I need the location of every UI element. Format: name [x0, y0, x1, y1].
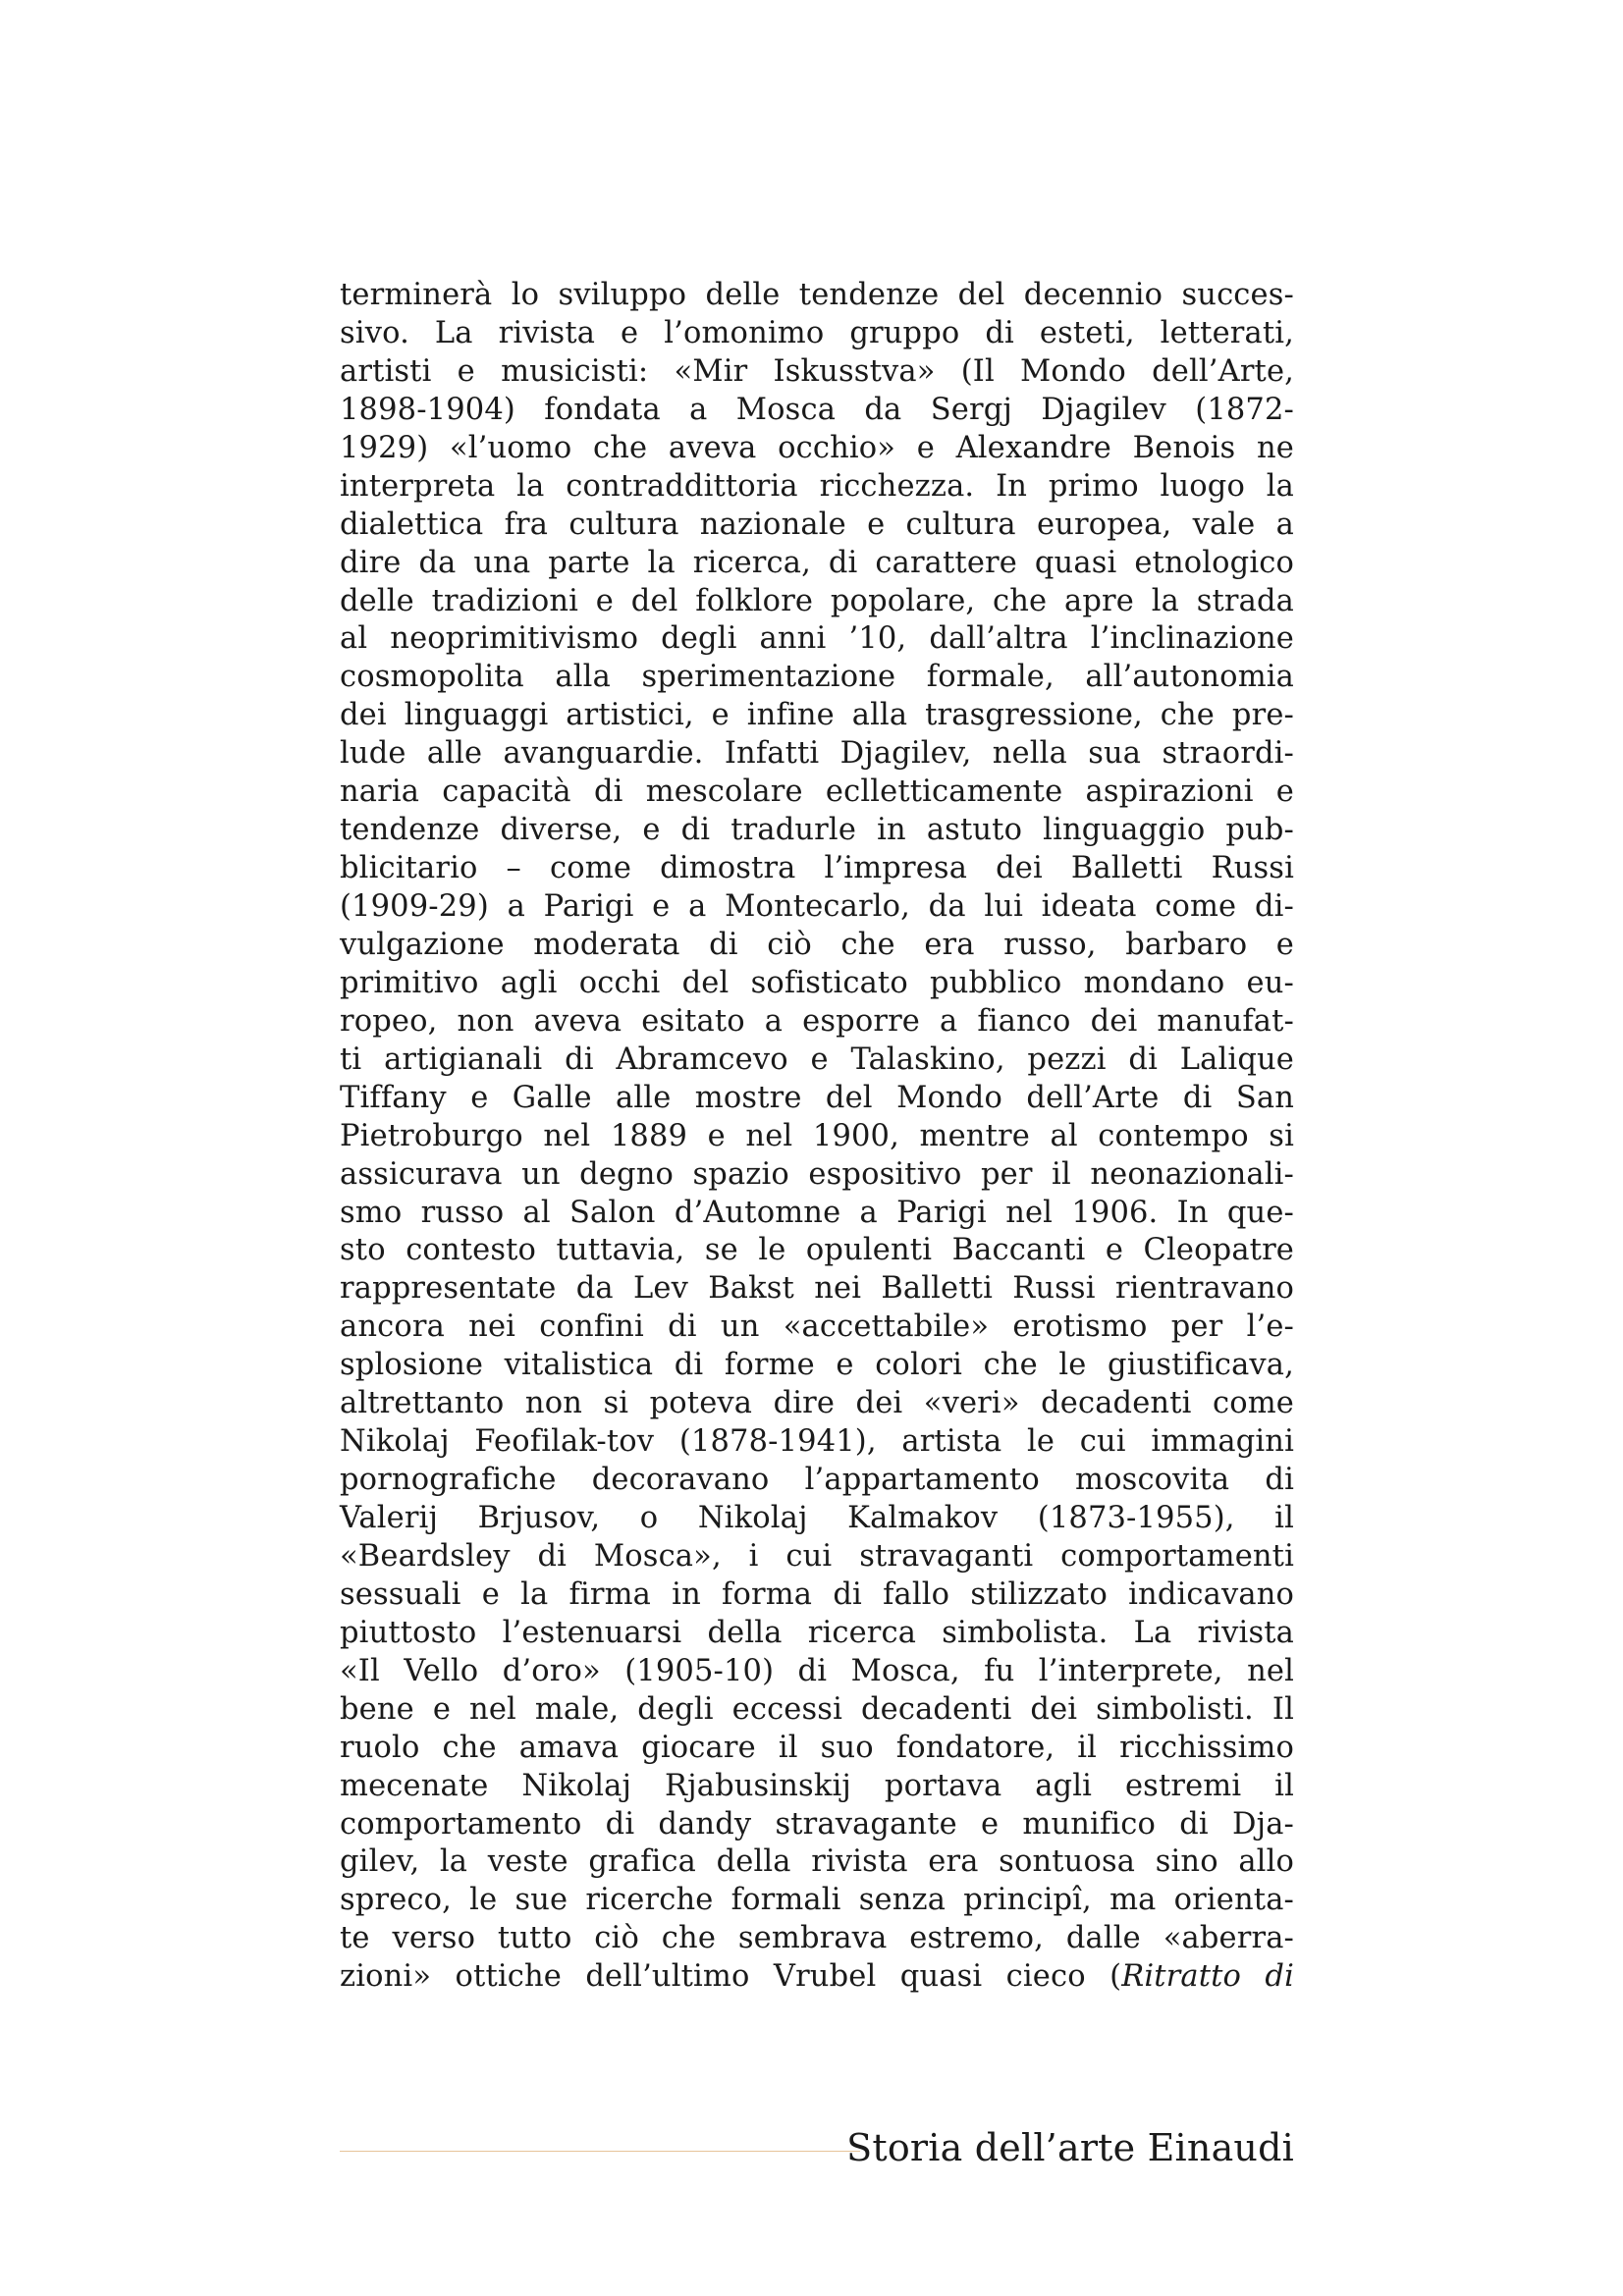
text-line: ruolo che amava giocare il suo fondatore, il ricchissimo	[340, 1730, 1294, 1765]
text-line: sessuali e la firma in forma di fallo stilizzato indicavano	[340, 1576, 1294, 1612]
text-line: smo russo al Salon d’Automne a Parigi nel 1906. In que-	[340, 1195, 1294, 1230]
text-line: delle tradizioni e del folklore popolare, che apre la strada	[340, 583, 1294, 618]
text-line: artisti e musicisti: «Mir Iskusstva» (Il Mondo dell’Arte,	[340, 353, 1294, 389]
text-line: altrettanto non si poteva dire dei «veri» decadenti come	[340, 1386, 1294, 1421]
text-line: 1929) «l’uomo che aveva occhio» e Alexandre Benois ne	[340, 430, 1294, 465]
text-line: ancora nei confini di un «accettabile» erotismo per l’e-	[340, 1309, 1294, 1345]
text-line: Valerij Brjusov, o Nikolaj Kalmakov (1873-1955), il	[340, 1501, 1294, 1535]
text-line: Pietroburgo nel 1889 e nel 1900, mentre al contempo si	[340, 1118, 1294, 1153]
text-line: (1909-29) a Parigi e a Montecarlo, da lui ideata come di-	[340, 889, 1294, 924]
text-line: Tiffany e Galle alle mostre del Mondo dell’Arte di San	[340, 1080, 1294, 1115]
text-line: dialettica fra cultura nazionale e cultura europea, vale a	[340, 507, 1294, 542]
footer-rule	[340, 2151, 860, 2152]
text-line: spreco, le sue ricerche formali senza principî, ma orienta-	[340, 1883, 1294, 1918]
text-line: interpreta la contraddittoria ricchezza. In primo luogo la	[340, 468, 1294, 504]
text-line: pornografiche decoravano l’appartamento moscovita di	[340, 1463, 1294, 1498]
text-line: tendenze diverse, e di tradurle in astuto linguaggio pub-	[340, 813, 1294, 848]
text-line: «Beardsley di Mosca», i cui stravaganti comportamenti	[340, 1538, 1294, 1574]
text-line: lude alle avanguardie. Infatti Djagilev, nella sua straordi-	[340, 736, 1294, 772]
text-line: dire da una parte la ricerca, di carattere quasi etnologico	[340, 545, 1294, 580]
text-line: Nikolaj Feofilak-tov (1878-1941), artista le cui immagini	[340, 1424, 1294, 1460]
body-text	[340, 277, 1294, 1997]
text-line: 1898-1904) fondata a Mosca da Sergj Djagilev (1872-	[340, 392, 1294, 427]
text-line: sto contesto tuttavia, se le opulenti Baccanti e Cleopatre	[340, 1233, 1294, 1268]
text-line: sivo. La rivista e l’omonimo gruppo di esteti, letterati,	[340, 315, 1294, 350]
text-line: blicitario – come dimostra l’impresa dei Balletti Russi	[340, 851, 1294, 886]
text-line: cosmopolita alla sperimentazione formale, all’autonomia	[340, 660, 1294, 695]
text-line: assicurava un degno spazio espositivo per il neonazionali-	[340, 1156, 1294, 1192]
artwork-title-italic: Ritratto di	[1121, 1959, 1294, 1995]
text-line: terminerà lo sviluppo delle tendenze del decennio succes-	[340, 278, 1294, 312]
text-line: splosione vitalistica di forme e colori che le giustificava,	[340, 1348, 1294, 1383]
text-line: te verso tutto ciò che sembrava estremo, dalle «aberra-	[340, 1921, 1294, 1956]
text-line: ti artigianali di Abramcevo e Talaskino, pezzi di Lalique	[340, 1041, 1294, 1077]
text-line: rappresentate da Lev Bakst nei Balletti Russi rientravano	[340, 1271, 1294, 1307]
text-line: naria capacità di mescolare eclletticamente aspirazioni e	[340, 774, 1294, 810]
text-line: ropeo, non aveva esitato a esporre a fianco dei manufat-	[340, 1003, 1294, 1039]
text-line-last	[340, 1958, 1294, 1997]
text-line: vulgazione moderata di ciò che era russo, barbaro e	[340, 927, 1294, 962]
last-line-plain-text: zioni» ottiche dell’ultimo Vrubel quasi cieco (	[340, 1959, 1122, 1995]
text-line: piuttosto l’estenuarsi della ricerca simbolista. La rivista	[340, 1615, 1294, 1650]
text-line: gilev, la veste grafica della rivista era sontuosa sino allo	[340, 1844, 1294, 1880]
text-line: primitivo agli occhi del sofisticato pubblico mondano eu-	[340, 965, 1294, 1000]
footer-publication-title: Storia dell’arte Einaudi	[846, 2126, 1294, 2169]
text-line: «Il Vello d’oro» (1905-10) di Mosca, fu l’interprete, nel	[340, 1653, 1294, 1688]
text-line: dei linguaggi artistici, e infine alla trasgressione, che pre-	[340, 698, 1294, 733]
text-line: bene e nel male, degli eccessi decadenti dei simbolisti. Il	[340, 1691, 1294, 1727]
text-line: mecenate Nikolaj Rjabusinskij portava agli estremi il	[340, 1768, 1294, 1803]
text-line: comportamento di dandy stravagante e munifico di Dja-	[340, 1806, 1294, 1842]
text-line: al neoprimitivismo degli anni ’10, dall’altra l’inclinazione	[340, 621, 1294, 657]
